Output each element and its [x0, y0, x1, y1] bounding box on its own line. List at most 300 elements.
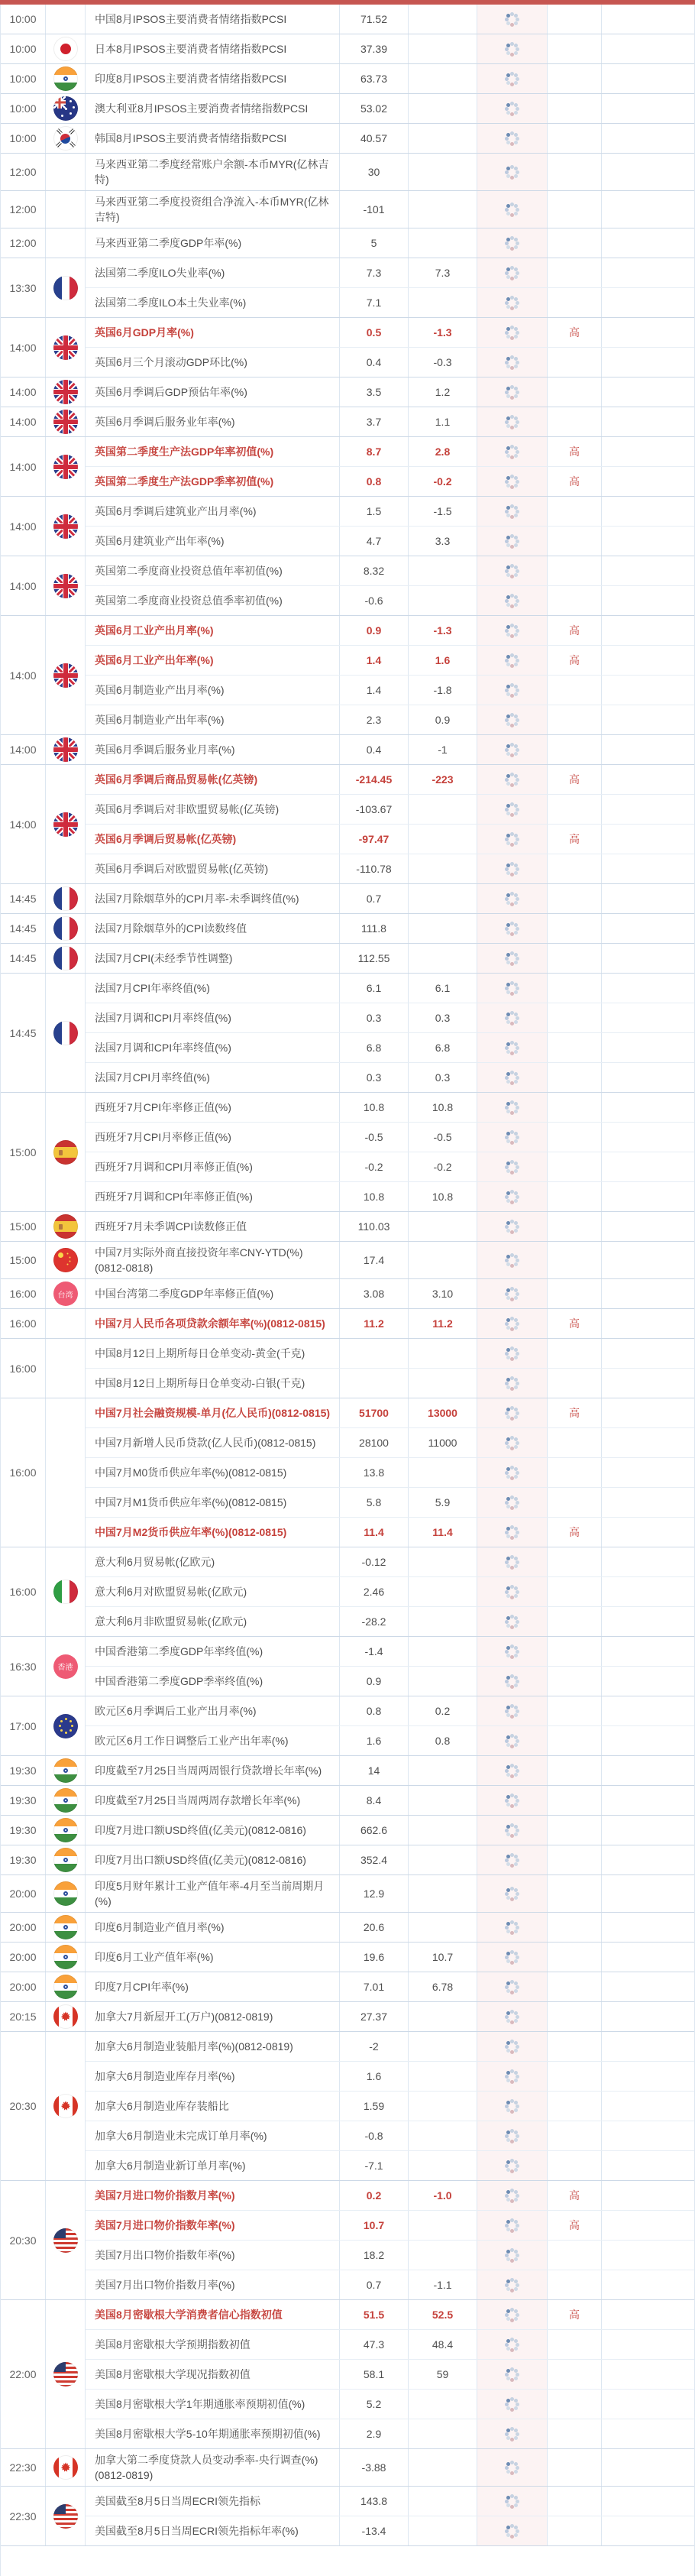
flag-uk-icon — [53, 410, 78, 434]
actual-loading-cell — [477, 2241, 548, 2270]
indicator-name: 美国7月进口物价指数年率(%) — [86, 2211, 340, 2240]
indicator-row[interactable] — [86, 2300, 694, 2330]
flag-canada-icon — [53, 2004, 78, 2029]
empty-flag-cell — [53, 1460, 78, 1485]
indicator-rows — [86, 914, 694, 943]
indicator-name: 英国6月季调后服务业年率(%) — [86, 407, 340, 436]
actual-loading-cell — [477, 1123, 548, 1152]
calendar-row-group — [1, 1309, 694, 1339]
previous-value: 19.6 — [340, 1943, 409, 1972]
indicator-name: 美国8月密歇根大学5-10年期通胀率预期初值(%) — [86, 2419, 340, 2448]
extra-cell — [602, 2419, 694, 2448]
extra-cell — [602, 2330, 694, 2359]
indicator-row[interactable] — [86, 2092, 694, 2121]
time-cell: 14:00 — [1, 407, 46, 436]
extra-cell — [602, 2211, 694, 2240]
time-cell: 10:00 — [1, 34, 46, 63]
indicator-row[interactable] — [86, 1518, 694, 1547]
indicator-rows — [86, 884, 694, 913]
indicator-name: 中国7月实际外商直接投资年率CNY-YTD(%)(0812-0818) — [86, 1242, 340, 1278]
forecast-value — [409, 2390, 477, 2419]
actual-loading-cell — [477, 94, 548, 123]
indicator-row[interactable] — [86, 825, 694, 854]
time-cell: 12:00 — [1, 191, 46, 228]
indicator-row[interactable] — [86, 1875, 694, 1912]
indicator-row[interactable] — [86, 2449, 694, 2486]
time-cell: 10:00 — [1, 5, 46, 34]
indicator-row[interactable] — [86, 467, 694, 496]
extra-cell — [602, 616, 694, 645]
flag-cell — [46, 1547, 86, 1636]
time-cell: 20:15 — [1, 2002, 46, 2031]
flag-cell — [46, 1093, 86, 1211]
indicator-rows — [86, 1696, 694, 1755]
indicator-row[interactable] — [86, 407, 694, 436]
indicator-row[interactable] — [86, 64, 694, 93]
indicator-rows — [86, 5, 694, 34]
extra-cell — [602, 527, 694, 556]
indicator-name: 西班牙7月调和CPI月率修正值(%) — [86, 1152, 340, 1181]
indicator-row[interactable] — [86, 1913, 694, 1942]
indicator-row[interactable] — [86, 705, 694, 734]
indicator-row[interactable] — [86, 944, 694, 973]
indicator-row[interactable] — [86, 2062, 694, 2092]
indicator-row[interactable] — [86, 377, 694, 407]
indicator-row[interactable] — [86, 646, 694, 676]
actual-loading-cell — [477, 765, 548, 794]
actual-loading-cell — [477, 1369, 548, 1398]
calendar-row-group — [1, 318, 694, 377]
time-cell: 12:00 — [1, 228, 46, 258]
badge-taiwan: 台湾 — [53, 1282, 78, 1306]
extra-cell — [602, 1577, 694, 1606]
indicator-row[interactable] — [86, 1816, 694, 1845]
indicator-row[interactable] — [86, 1756, 694, 1785]
indicator-name: 印度截至7月25日当周两周银行贷款增长年率(%) — [86, 1756, 340, 1785]
indicator-row[interactable] — [86, 2211, 694, 2241]
flag-uk-icon — [53, 663, 78, 688]
forecast-value — [409, 1212, 477, 1241]
importance-cell — [548, 2360, 602, 2389]
indicator-name: 中国7月新增人民币贷款(亿人民币)(0812-0815) — [86, 1428, 340, 1457]
importance-cell — [548, 288, 602, 317]
flag-france-icon — [53, 886, 78, 911]
forecast-value — [409, 854, 477, 883]
flag-india-icon — [53, 1758, 78, 1783]
previous-value: 27.37 — [340, 2002, 409, 2031]
importance-cell — [548, 2151, 602, 2180]
indicator-row[interactable] — [86, 34, 694, 63]
calendar-row-group — [1, 1913, 694, 1943]
extra-cell — [602, 646, 694, 675]
extra-cell — [602, 437, 694, 466]
forecast-value: -1.0 — [409, 2181, 477, 2210]
indicator-row[interactable] — [86, 2390, 694, 2419]
flag-cell — [46, 2487, 86, 2545]
loading-spinner-icon — [510, 2343, 514, 2347]
indicator-name: 美国8月密歇根大学预期指数初值 — [86, 2330, 340, 2359]
forecast-value: -223 — [409, 765, 477, 794]
indicator-rows — [86, 2487, 694, 2545]
actual-loading-cell — [477, 795, 548, 824]
indicator-row[interactable] — [86, 1309, 694, 1338]
actual-loading-cell — [477, 854, 548, 883]
previous-value: 6.1 — [340, 974, 409, 1003]
indicator-row[interactable] — [86, 1943, 694, 1972]
time-cell: 16:00 — [1, 1547, 46, 1636]
previous-value: 0.4 — [340, 735, 409, 764]
flag-france-icon — [53, 1021, 78, 1045]
indicator-row[interactable] — [86, 1607, 694, 1636]
importance-cell — [548, 1003, 602, 1032]
flag-cell — [46, 1696, 86, 1755]
importance-cell — [548, 1152, 602, 1181]
importance-cell — [548, 1339, 602, 1368]
forecast-value — [409, 2516, 477, 2545]
indicator-rows — [86, 1913, 694, 1942]
previous-value: 47.3 — [340, 2330, 409, 2359]
indicator-row[interactable] — [86, 1033, 694, 1063]
flag-uk-icon — [53, 514, 78, 539]
indicator-name: 英国6月建筑业产出年率(%) — [86, 527, 340, 556]
importance-cell — [548, 1913, 602, 1942]
extra-cell — [602, 735, 694, 764]
empty-flag-cell — [53, 197, 78, 222]
previous-value: 0.2 — [340, 2181, 409, 2210]
importance-cell — [548, 1726, 602, 1755]
extra-cell — [602, 2151, 694, 2180]
indicator-row[interactable] — [86, 735, 694, 764]
actual-loading-cell — [477, 1547, 548, 1576]
indicator-row[interactable] — [86, 1242, 694, 1278]
flag-cell — [46, 1279, 86, 1308]
loading-spinner-icon — [510, 2373, 514, 2377]
indicator-row[interactable] — [86, 1152, 694, 1182]
calendar-row-group — [1, 1786, 694, 1816]
importance-cell: 高 — [548, 437, 602, 466]
extra-cell — [602, 1637, 694, 1666]
previous-value: 4.7 — [340, 527, 409, 556]
loading-spinner-icon — [510, 2164, 514, 2168]
previous-value: 1.4 — [340, 646, 409, 675]
indicator-rows — [86, 318, 694, 377]
loading-spinner-icon — [510, 2134, 514, 2138]
time-cell: 20:30 — [1, 2181, 46, 2299]
indicator-row[interactable] — [86, 94, 694, 123]
calendar-row-group — [1, 124, 694, 154]
indicator-rows — [86, 1875, 694, 1912]
actual-loading-cell — [477, 1943, 548, 1972]
actual-loading-cell — [477, 1667, 548, 1696]
loading-spinner-icon — [510, 808, 514, 812]
previous-value: 11.4 — [340, 1518, 409, 1547]
indicator-row[interactable] — [86, 154, 694, 190]
indicator-name: 英国6月三个月滚动GDP环比(%) — [86, 348, 340, 377]
flag-cell — [46, 735, 86, 764]
indicator-rows — [86, 2181, 694, 2299]
indicator-row[interactable] — [86, 124, 694, 153]
actual-loading-cell — [477, 124, 548, 153]
indicator-row[interactable] — [86, 2516, 694, 2545]
indicator-rows — [86, 765, 694, 883]
indicator-rows — [86, 1212, 694, 1241]
forecast-value — [409, 1242, 477, 1278]
indicator-row[interactable] — [86, 1726, 694, 1755]
indicator-name: 中国香港第二季度GDP季率终值(%) — [86, 1667, 340, 1696]
indicator-row[interactable] — [86, 1123, 694, 1152]
indicator-row[interactable] — [86, 676, 694, 705]
importance-cell — [548, 1637, 602, 1666]
indicator-row[interactable] — [86, 527, 694, 556]
importance-cell: 高 — [548, 1398, 602, 1427]
indicator-row[interactable] — [86, 854, 694, 883]
indicator-row[interactable] — [86, 348, 694, 377]
indicator-name: 西班牙7月调和CPI年率修正值(%) — [86, 1182, 340, 1211]
previous-value: -0.2 — [340, 1152, 409, 1181]
calendar-row-group — [1, 914, 694, 944]
previous-value: -0.5 — [340, 1123, 409, 1152]
previous-value: 10.8 — [340, 1093, 409, 1122]
indicator-row[interactable] — [86, 1182, 694, 1211]
forecast-value: 11.2 — [409, 1309, 477, 1338]
previous-value: 7.01 — [340, 1972, 409, 2001]
indicator-row[interactable] — [86, 1696, 694, 1726]
flag-uk-icon — [53, 455, 78, 479]
loading-spinner-icon — [510, 2224, 514, 2228]
indicator-row[interactable] — [86, 2181, 694, 2211]
loading-spinner-icon — [510, 47, 514, 51]
indicator-row[interactable] — [86, 795, 694, 825]
indicator-row[interactable] — [86, 2121, 694, 2151]
indicator-row[interactable] — [86, 1637, 694, 1667]
previous-value: 0.9 — [340, 616, 409, 645]
indicator-name: 中国香港第二季度GDP年率终值(%) — [86, 1637, 340, 1666]
time-cell: 20:00 — [1, 1875, 46, 1912]
indicator-rows — [86, 2300, 694, 2448]
loading-spinner-icon — [510, 1892, 514, 1896]
flag-cell — [46, 191, 86, 228]
indicator-row[interactable] — [86, 2270, 694, 2299]
flag-spain-icon — [53, 1214, 78, 1239]
indicator-name: 中国7月社会融资规模-单月(亿人民币)(0812-0815) — [86, 1398, 340, 1427]
loading-spinner-icon — [510, 1620, 514, 1624]
previous-value: 3.08 — [340, 1279, 409, 1308]
actual-loading-cell — [477, 1488, 548, 1517]
indicator-name: 英国第二季度商业投资总值季率初值(%) — [86, 586, 340, 615]
flag-italy-icon — [53, 1580, 78, 1604]
importance-cell: 高 — [548, 2181, 602, 2210]
indicator-row[interactable] — [86, 258, 694, 288]
indicator-name: 印度6月工业产值年率(%) — [86, 1943, 340, 1972]
forecast-value: -0.2 — [409, 467, 477, 496]
forecast-value: 10.8 — [409, 1182, 477, 1211]
calendar-row-group — [1, 377, 694, 407]
actual-loading-cell — [477, 377, 548, 407]
indicator-row[interactable] — [86, 586, 694, 615]
indicator-rows — [86, 556, 694, 615]
actual-loading-cell — [477, 64, 548, 93]
actual-loading-cell — [477, 1972, 548, 2001]
indicator-row[interactable] — [86, 2487, 694, 2516]
importance-cell — [548, 914, 602, 943]
extra-cell — [602, 497, 694, 526]
indicator-row[interactable] — [86, 1428, 694, 1458]
forecast-value: 13000 — [409, 1398, 477, 1427]
forecast-value — [409, 2241, 477, 2270]
indicator-row[interactable] — [86, 1369, 694, 1398]
previous-value: -214.45 — [340, 765, 409, 794]
previous-value: 7.1 — [340, 288, 409, 317]
calendar-row-group — [1, 944, 694, 974]
indicator-row[interactable] — [86, 914, 694, 943]
indicator-rows — [86, 2032, 694, 2180]
flag-south-korea-icon — [53, 126, 78, 151]
forecast-value — [409, 884, 477, 913]
indicator-row[interactable] — [86, 2419, 694, 2448]
time-cell: 15:00 — [1, 1093, 46, 1211]
extra-cell — [602, 34, 694, 63]
previous-value: 0.8 — [340, 1696, 409, 1725]
importance-cell — [548, 1212, 602, 1241]
actual-loading-cell — [477, 191, 548, 228]
indicator-name: 英国6月工业产出月率(%) — [86, 616, 340, 645]
indicator-row[interactable] — [86, 1093, 694, 1123]
indicator-rows — [86, 1093, 694, 1211]
forecast-value — [409, 2121, 477, 2150]
importance-cell — [548, 124, 602, 153]
extra-cell — [602, 228, 694, 258]
indicator-row[interactable] — [86, 1458, 694, 1488]
indicator-row[interactable] — [86, 1488, 694, 1518]
extra-cell — [602, 288, 694, 317]
indicator-rows — [86, 616, 694, 734]
extra-cell — [602, 1279, 694, 1308]
flag-cell — [46, 2181, 86, 2299]
actual-loading-cell — [477, 1242, 548, 1278]
indicator-row[interactable] — [86, 228, 694, 258]
extra-cell — [602, 884, 694, 913]
indicator-row[interactable] — [86, 2330, 694, 2360]
indicator-name: 韩国8月IPSOS主要消费者情绪指数PCSI — [86, 124, 340, 153]
indicator-row[interactable] — [86, 288, 694, 317]
indicator-row[interactable] — [86, 1786, 694, 1815]
loading-spinner-icon — [510, 77, 514, 81]
indicator-row[interactable] — [86, 1339, 694, 1369]
extra-cell — [602, 1212, 694, 1241]
indicator-row[interactable] — [86, 974, 694, 1003]
calendar-row-group — [1, 34, 694, 64]
indicator-row[interactable] — [86, 1003, 694, 1033]
loading-spinner-icon — [510, 390, 514, 394]
previous-value: 53.02 — [340, 94, 409, 123]
importance-cell — [548, 64, 602, 93]
indicator-row[interactable] — [86, 2002, 694, 2031]
actual-loading-cell — [477, 228, 548, 258]
indicator-rows — [86, 1309, 694, 1338]
forecast-value — [409, 2211, 477, 2240]
indicator-row[interactable] — [86, 1845, 694, 1874]
indicator-row[interactable] — [86, 437, 694, 467]
actual-loading-cell — [477, 1152, 548, 1181]
indicator-rows — [86, 944, 694, 973]
flag-uk-icon — [53, 812, 78, 837]
indicator-row[interactable] — [86, 884, 694, 913]
flag-spain-icon — [53, 1140, 78, 1165]
time-cell: 16:00 — [1, 1279, 46, 1308]
indicator-row[interactable] — [86, 1577, 694, 1607]
actual-loading-cell — [477, 437, 548, 466]
indicator-row[interactable] — [86, 2151, 694, 2180]
indicator-name: 欧元区6月季调后工业产出月率(%) — [86, 1696, 340, 1725]
indicator-rows — [86, 1972, 694, 2001]
forecast-value — [409, 1786, 477, 1815]
previous-value — [340, 1339, 409, 1368]
indicator-row[interactable] — [86, 2241, 694, 2270]
importance-cell — [548, 407, 602, 436]
indicator-name: 印度截至7月25日当周两周存款增长年率(%) — [86, 1786, 340, 1815]
indicator-row[interactable] — [86, 497, 694, 527]
importance-cell — [548, 2390, 602, 2419]
previous-value: 0.5 — [340, 318, 409, 347]
actual-loading-cell — [477, 288, 548, 317]
importance-cell — [548, 348, 602, 377]
indicator-name: 马来西亚第二季度GDP年率(%) — [86, 228, 340, 258]
loading-spinner-icon — [510, 510, 514, 514]
importance-cell — [548, 586, 602, 615]
forecast-value — [409, 2002, 477, 2031]
actual-loading-cell — [477, 884, 548, 913]
indicator-row[interactable] — [86, 2032, 694, 2062]
indicator-row[interactable] — [86, 1063, 694, 1092]
indicator-row[interactable] — [86, 765, 694, 795]
loading-spinner-icon — [510, 689, 514, 692]
previous-value: 11.2 — [340, 1309, 409, 1338]
extra-cell — [602, 1398, 694, 1427]
loading-spinner-icon — [510, 208, 514, 212]
indicator-row[interactable] — [86, 1972, 694, 2001]
indicator-row[interactable] — [86, 2360, 694, 2390]
extra-cell — [602, 1913, 694, 1942]
actual-loading-cell — [477, 1398, 548, 1427]
indicator-rows — [86, 94, 694, 123]
indicator-row[interactable] — [86, 1212, 694, 1241]
indicator-row[interactable] — [86, 556, 694, 586]
indicator-row[interactable] — [86, 1279, 694, 1308]
indicator-row[interactable] — [86, 1667, 694, 1696]
indicator-name: 美国截至8月5日当周ECRI领先指标年率(%) — [86, 2516, 340, 2545]
forecast-value: 5.9 — [409, 1488, 477, 1517]
indicator-row[interactable] — [86, 191, 694, 228]
indicator-row[interactable] — [86, 1398, 694, 1428]
extra-cell — [602, 1756, 694, 1785]
extra-cell — [602, 318, 694, 347]
actual-loading-cell — [477, 2360, 548, 2389]
forecast-value — [409, 2062, 477, 2091]
previous-value: 17.4 — [340, 1242, 409, 1278]
loading-spinner-icon — [510, 1016, 514, 1020]
indicator-row[interactable] — [86, 1547, 694, 1577]
calendar-row-group — [1, 497, 694, 556]
indicator-row[interactable] — [86, 616, 694, 646]
previous-value: 0.3 — [340, 1003, 409, 1032]
actual-loading-cell — [477, 2390, 548, 2419]
calendar-row-group — [1, 5, 694, 34]
flag-australia-icon — [53, 96, 78, 121]
importance-cell — [548, 2241, 602, 2270]
indicator-row[interactable] — [86, 318, 694, 348]
loading-spinner-icon — [510, 2466, 514, 2470]
indicator-row[interactable] — [86, 5, 694, 34]
